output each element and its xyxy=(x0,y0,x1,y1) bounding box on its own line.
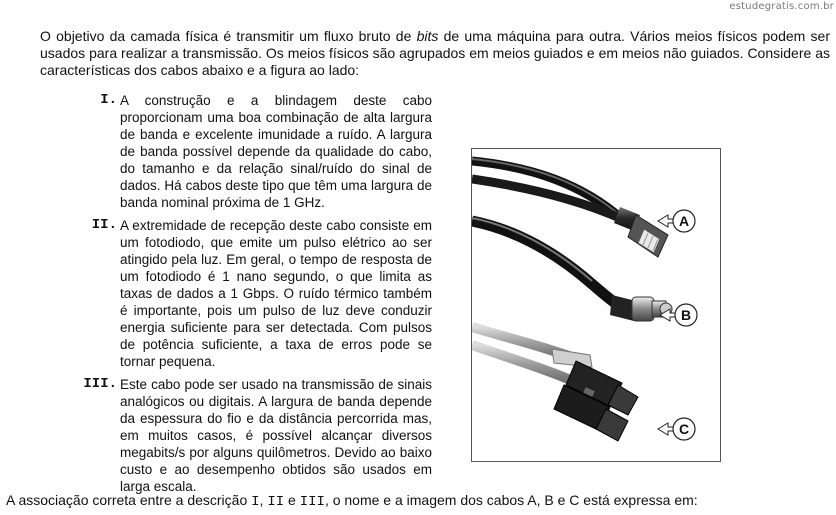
cable-descriptions xyxy=(76,92,432,501)
label-c-callout xyxy=(658,418,695,440)
numeral-1: I. xyxy=(100,92,117,108)
intro-text-1: O objetivo da camada física é transmitir um fluxo bruto de xyxy=(40,28,417,44)
cables-figure xyxy=(471,148,721,462)
numeral-3: III. xyxy=(83,376,117,392)
question-text xyxy=(6,492,698,511)
cables-illustration xyxy=(472,149,720,461)
intro-paragraph xyxy=(40,28,830,79)
description-text-2: A extremidade de recepção deste cabo consiste em um fotodiodo, que emite um pulso elétrico ao ser atingido pela luz. Em geral, o tempo de resposta de um fotodiodo é 1 nano segundo, o que limita as taxas de dados a 1 Gbps. O ruído térmico também é importante, pois um pulso de luz deve conduzir energia suficiente para ser detectada. Com pulsos de potência suficiente, a taxa de erros pode se tornar pequena. xyxy=(120,218,432,369)
intro-bits-italic: bits xyxy=(416,28,439,44)
description-text-1: A construção e a blindagem deste cabo proporcionam uma boa combinação de alta largura de banda e excelente imunidade a ruído. A largura de banda possível depende da qualidade do cabo, do tamanho e da relação sinal/ruído do sinal de dados. Há cabos deste tipo que têm uma largura de banda nominal próxima de 1 GHz. xyxy=(120,93,432,210)
question-numeral-3: III xyxy=(299,494,325,510)
label-c: C xyxy=(678,421,690,437)
question-sep-1: , xyxy=(259,492,268,508)
description-item-3 xyxy=(76,376,432,495)
numeral-2: II. xyxy=(91,217,117,233)
description-item-1 xyxy=(76,92,432,211)
question-sep-2: e xyxy=(284,492,300,508)
label-a: A xyxy=(678,213,690,229)
fiber-optic-cable xyxy=(472,327,638,441)
twisted-pair-cable xyxy=(472,159,668,257)
label-a-callout xyxy=(658,210,695,232)
question-text-2: , o nome e a imagem dos cabos A, B e C está expressa em: xyxy=(324,492,698,508)
label-b: B xyxy=(680,307,692,323)
watermark: estudegratis.com.br xyxy=(729,1,834,12)
description-text-3: Este cabo pode ser usado na transmissão de sinais analógicos ou digitais. A largura de banda depende da espessura do fio e da distância percorrida mas, em muitos casos, é possível alcançar diversos megabits/s por alguns quilômetros. Devido ao baixo custo e ao desempenho obtidos são usados em larga escala. xyxy=(120,377,432,494)
description-item-2 xyxy=(76,217,432,370)
question-text-1: A associação correta entre a descrição xyxy=(6,492,252,508)
question-numeral-1: I xyxy=(251,494,260,510)
intro-text-2: de uma máquina para outra. Vários meios físicos podem ser usados para realizar a transmissão. Os meios físicos são agrupados em meios guiados e em meios não guiados. Considere as características dos cabos abaixo e a figura ao lado: xyxy=(40,28,830,78)
question-numeral-2: II xyxy=(267,494,285,510)
